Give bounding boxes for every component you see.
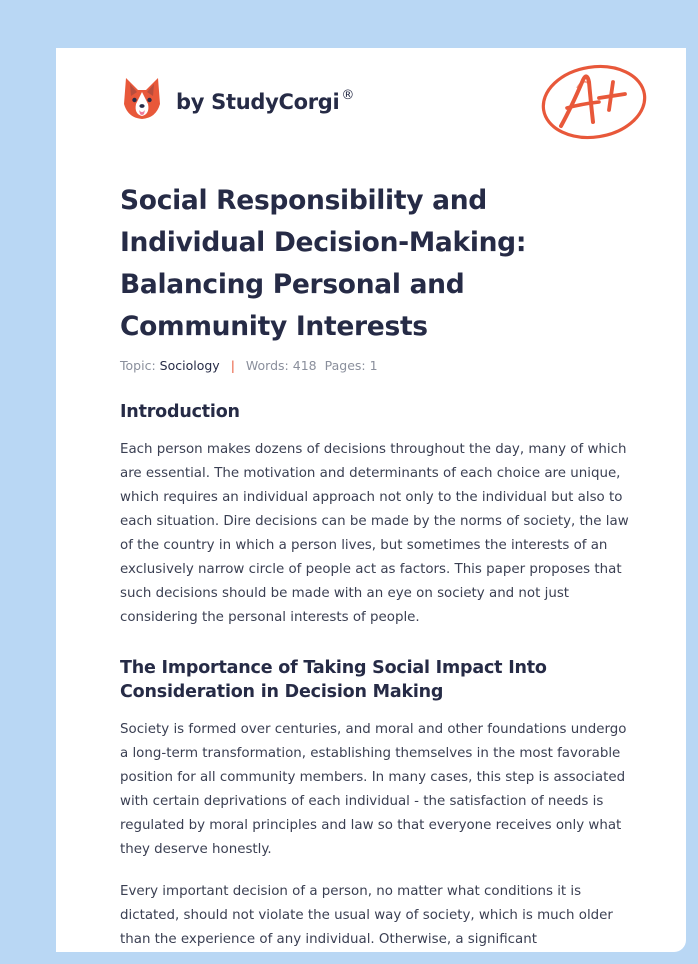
article-meta <box>120 358 636 373</box>
topic-label: Topic: <box>120 358 156 373</box>
words-count: 418 <box>292 358 317 373</box>
brand-name: by StudyCorgi ® <box>176 88 355 114</box>
paragraph: Society is formed over centuries, and moral and other foundations undergo a long-term transformation, establishing themselves in the most favorable position for all community members. In many cases, this step is associated with certain deprivations of each individual - the satisfaction of needs is regulated by moral principles and law so that everyone receives only what they deserve honestly. <box>120 722 627 857</box>
document-card <box>56 48 686 952</box>
page-title: Social Responsibility and Individual Decision-Making: Balancing Personal and Community Interests <box>120 185 527 342</box>
meta-separator: | <box>230 358 235 373</box>
a-plus-grade-icon <box>537 58 649 142</box>
paragraph: Each person makes dozens of decisions throughout the day, many of which are essential. The motivation and determinants of each choice are unique, which requires an individual approach not only to the individual but also to each situation. Dire decisions can be made by the norms of society, the law of the country in which a person lives, but sometimes the interests of an exclusively narrow circle of people act as factors. This paper proposes that such decisions should be made with an eye on society and not just considering the personal interests of people. <box>120 442 629 625</box>
section-heading: The Importance of Taking Social Impact Into Consideration in Decision Making <box>120 658 547 702</box>
pages-count: 1 <box>369 358 378 373</box>
pages-label: Pages: <box>324 358 366 373</box>
topic-link[interactable]: Sociology <box>159 358 220 373</box>
corgi-icon <box>122 76 162 120</box>
words-label: Words: <box>245 358 289 373</box>
section-heading: Introduction <box>120 402 240 422</box>
paragraph: Every important decision of a person, no matter what conditions it is dictated, should not violate the usual way of society, which is much older than the experience of any individual. Otherwise, a significant <box>120 884 613 947</box>
studycorgi-logo[interactable] <box>122 76 354 120</box>
article <box>120 180 636 952</box>
